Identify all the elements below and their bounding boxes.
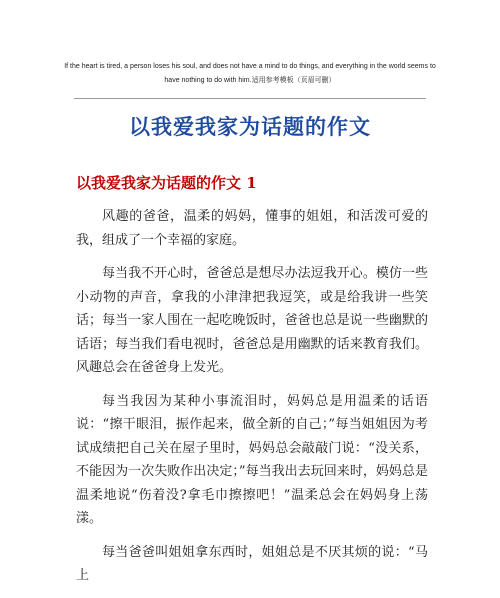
paragraph: 风趣的爸爸，温柔的妈妈，懂事的姐姐，和活泼可爱的我，组成了一个幸福的家庭。 xyxy=(76,209,428,248)
document-title: 以我爱我家为话题的作文 xyxy=(129,114,371,139)
paragraph: 每当我因为某种小事流泪时，妈妈总是用温柔的话语说：“擦干眼泪，振作起来，做全新的自己；”每当姐姐因为考试成绩把自己关在屋子里时，妈妈总会敲敲门说：“没关系，不能因为一次失败作出决定；”每当我出去玩回来时，妈妈总是温柔地说“伤着没?拿毛巾擦擦吧！”温柔总会在妈妈身上荡漾。 xyxy=(76,393,428,526)
section-heading: 以我爱我家为话题的作文 1 xyxy=(76,174,257,192)
paragraph: 每当我不开心时，爸爸总是想尽办法逗我开心。模仿一些小动物的声音，拿我的小津津把我逗笑，或是给我讲一些笑话；每当一家人围在一起吃晚饭时，爸爸也总是说一些幽默的话语；每当我们看电视时，爸爸总是用幽默的话来教育我们。风趣总会在爸爸身上发光。 xyxy=(76,266,428,375)
page-header-note: If the heart is tired, a person loses his soul, and does not have a mind to do things, and everything in the world seems to have nothing to do with him.适用参考模板（页眉可删） xyxy=(64,63,436,84)
document-body xyxy=(76,205,428,598)
paragraph: 每当爸爸叫姐姐拿东西时，姐姐总是不厌其烦的说：“马上 xyxy=(76,544,428,583)
header-divider xyxy=(74,98,426,99)
